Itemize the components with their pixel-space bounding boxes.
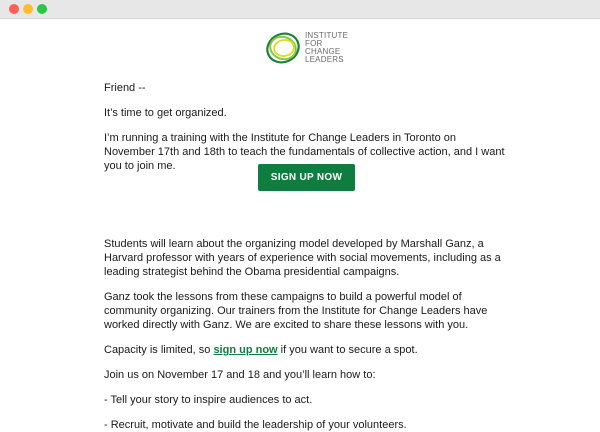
logo-line-2: FOR: [305, 39, 323, 48]
paragraph-training: I’m running a training with the Institute for Change Leaders in Toronto on November 17th and 18th to teach the fundamentals of collective action, and I want you to join me.: [104, 132, 505, 172]
bullet-story: - Tell your story to inspire audiences to act.: [104, 394, 313, 406]
paragraph-join: Join us on November 17 and 18 and you’ll learn how to:: [104, 369, 376, 381]
capacity-suffix: if you want to secure a spot.: [277, 344, 418, 356]
email-body: [104, 81, 508, 432]
paragraph-model: Students will learn about the organizing model developed by Marshall Ganz, a Harvard professor with years of experience with social movements, including as a leading strategist behind the Obama presidential campaigns.: [104, 238, 501, 278]
close-window-button[interactable]: [9, 4, 19, 14]
minimize-window-button[interactable]: [23, 4, 33, 14]
logo-text: [305, 32, 348, 64]
greeting: Friend --: [104, 82, 146, 94]
logo-line-3: CHANGE: [305, 47, 341, 56]
bullet-recruit: - Recruit, motivate and build the leadership of your volunteers.: [104, 419, 407, 431]
sign-up-button[interactable]: SIGN UP NOW: [258, 164, 355, 191]
sign-up-link[interactable]: sign up now: [213, 344, 278, 356]
logo-line-4: LEADERS: [305, 55, 344, 64]
paragraph-lessons: Ganz took the lessons from these campaigns to build a powerful model of community organizing. Our trainers from the Institute for Change Leaders have worked directly with Ganz. We are excited to share these lessons with you.: [104, 291, 488, 331]
paragraph-capacity: [104, 343, 508, 357]
maximize-window-button[interactable]: [37, 4, 47, 14]
capacity-prefix: Capacity is limited, so: [104, 344, 214, 356]
logo-rings-icon: [263, 27, 305, 69]
email-content: [0, 19, 600, 431]
title-bar: [0, 0, 600, 19]
paragraph-intro: It’s time to get organized.: [104, 107, 227, 119]
logo-line-1: INSTITUTE: [305, 31, 349, 40]
logo: [263, 27, 353, 69]
